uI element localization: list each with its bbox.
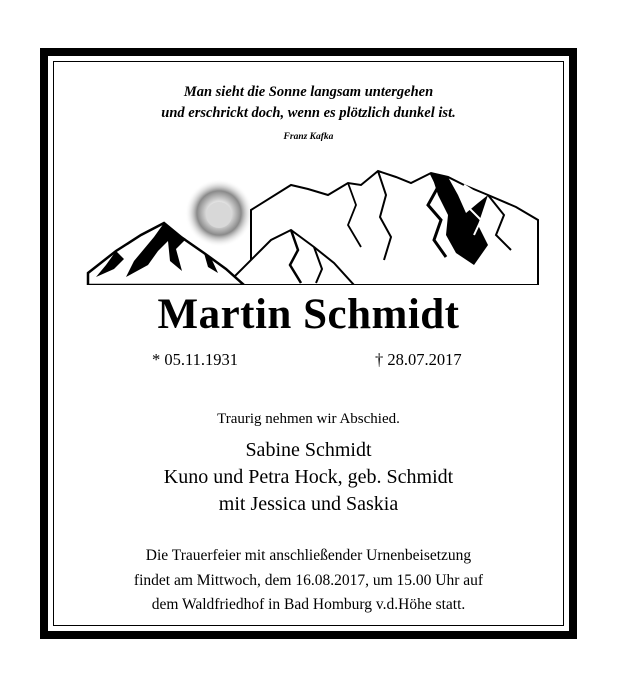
family-list [54,437,563,518]
death-date: † 28.07.2017 [375,350,462,369]
ceremony-line: findet am Mittwoch, dem 16.08.2017, um 15.00 Uhr auf [133,571,484,589]
mourning-text: Traurig nehmen wir Abschied. [217,411,400,427]
family-line: mit Jessica und Saskia [218,493,399,515]
deceased-name: Martin Schmidt [157,291,460,338]
quote-author: Franz Kafka [283,132,334,142]
ceremony-info [54,544,563,618]
quote-line-1: Man sieht die Sonne langsam untergehen [183,84,434,100]
family-line: Kuno und Petra Hock, geb. Schmidt [163,466,454,488]
notice-frame [40,48,577,639]
mountain-sunset-illustration [86,165,548,285]
quote-line-2: und erschrickt doch, wenn es plötzlich dunkel ist. [161,105,456,121]
ceremony-line: Die Trauerfeier mit anschließender Urnenbeisetzung [145,547,472,564]
ceremony-line: dem Waldfriedhof in Bad Homburg v.d.Höhe statt. [151,596,466,613]
birth-date: * 05.11.1931 [152,350,239,369]
notice-inner-border [53,61,564,626]
family-line: Sabine Schmidt [245,439,372,461]
quote [54,82,563,124]
